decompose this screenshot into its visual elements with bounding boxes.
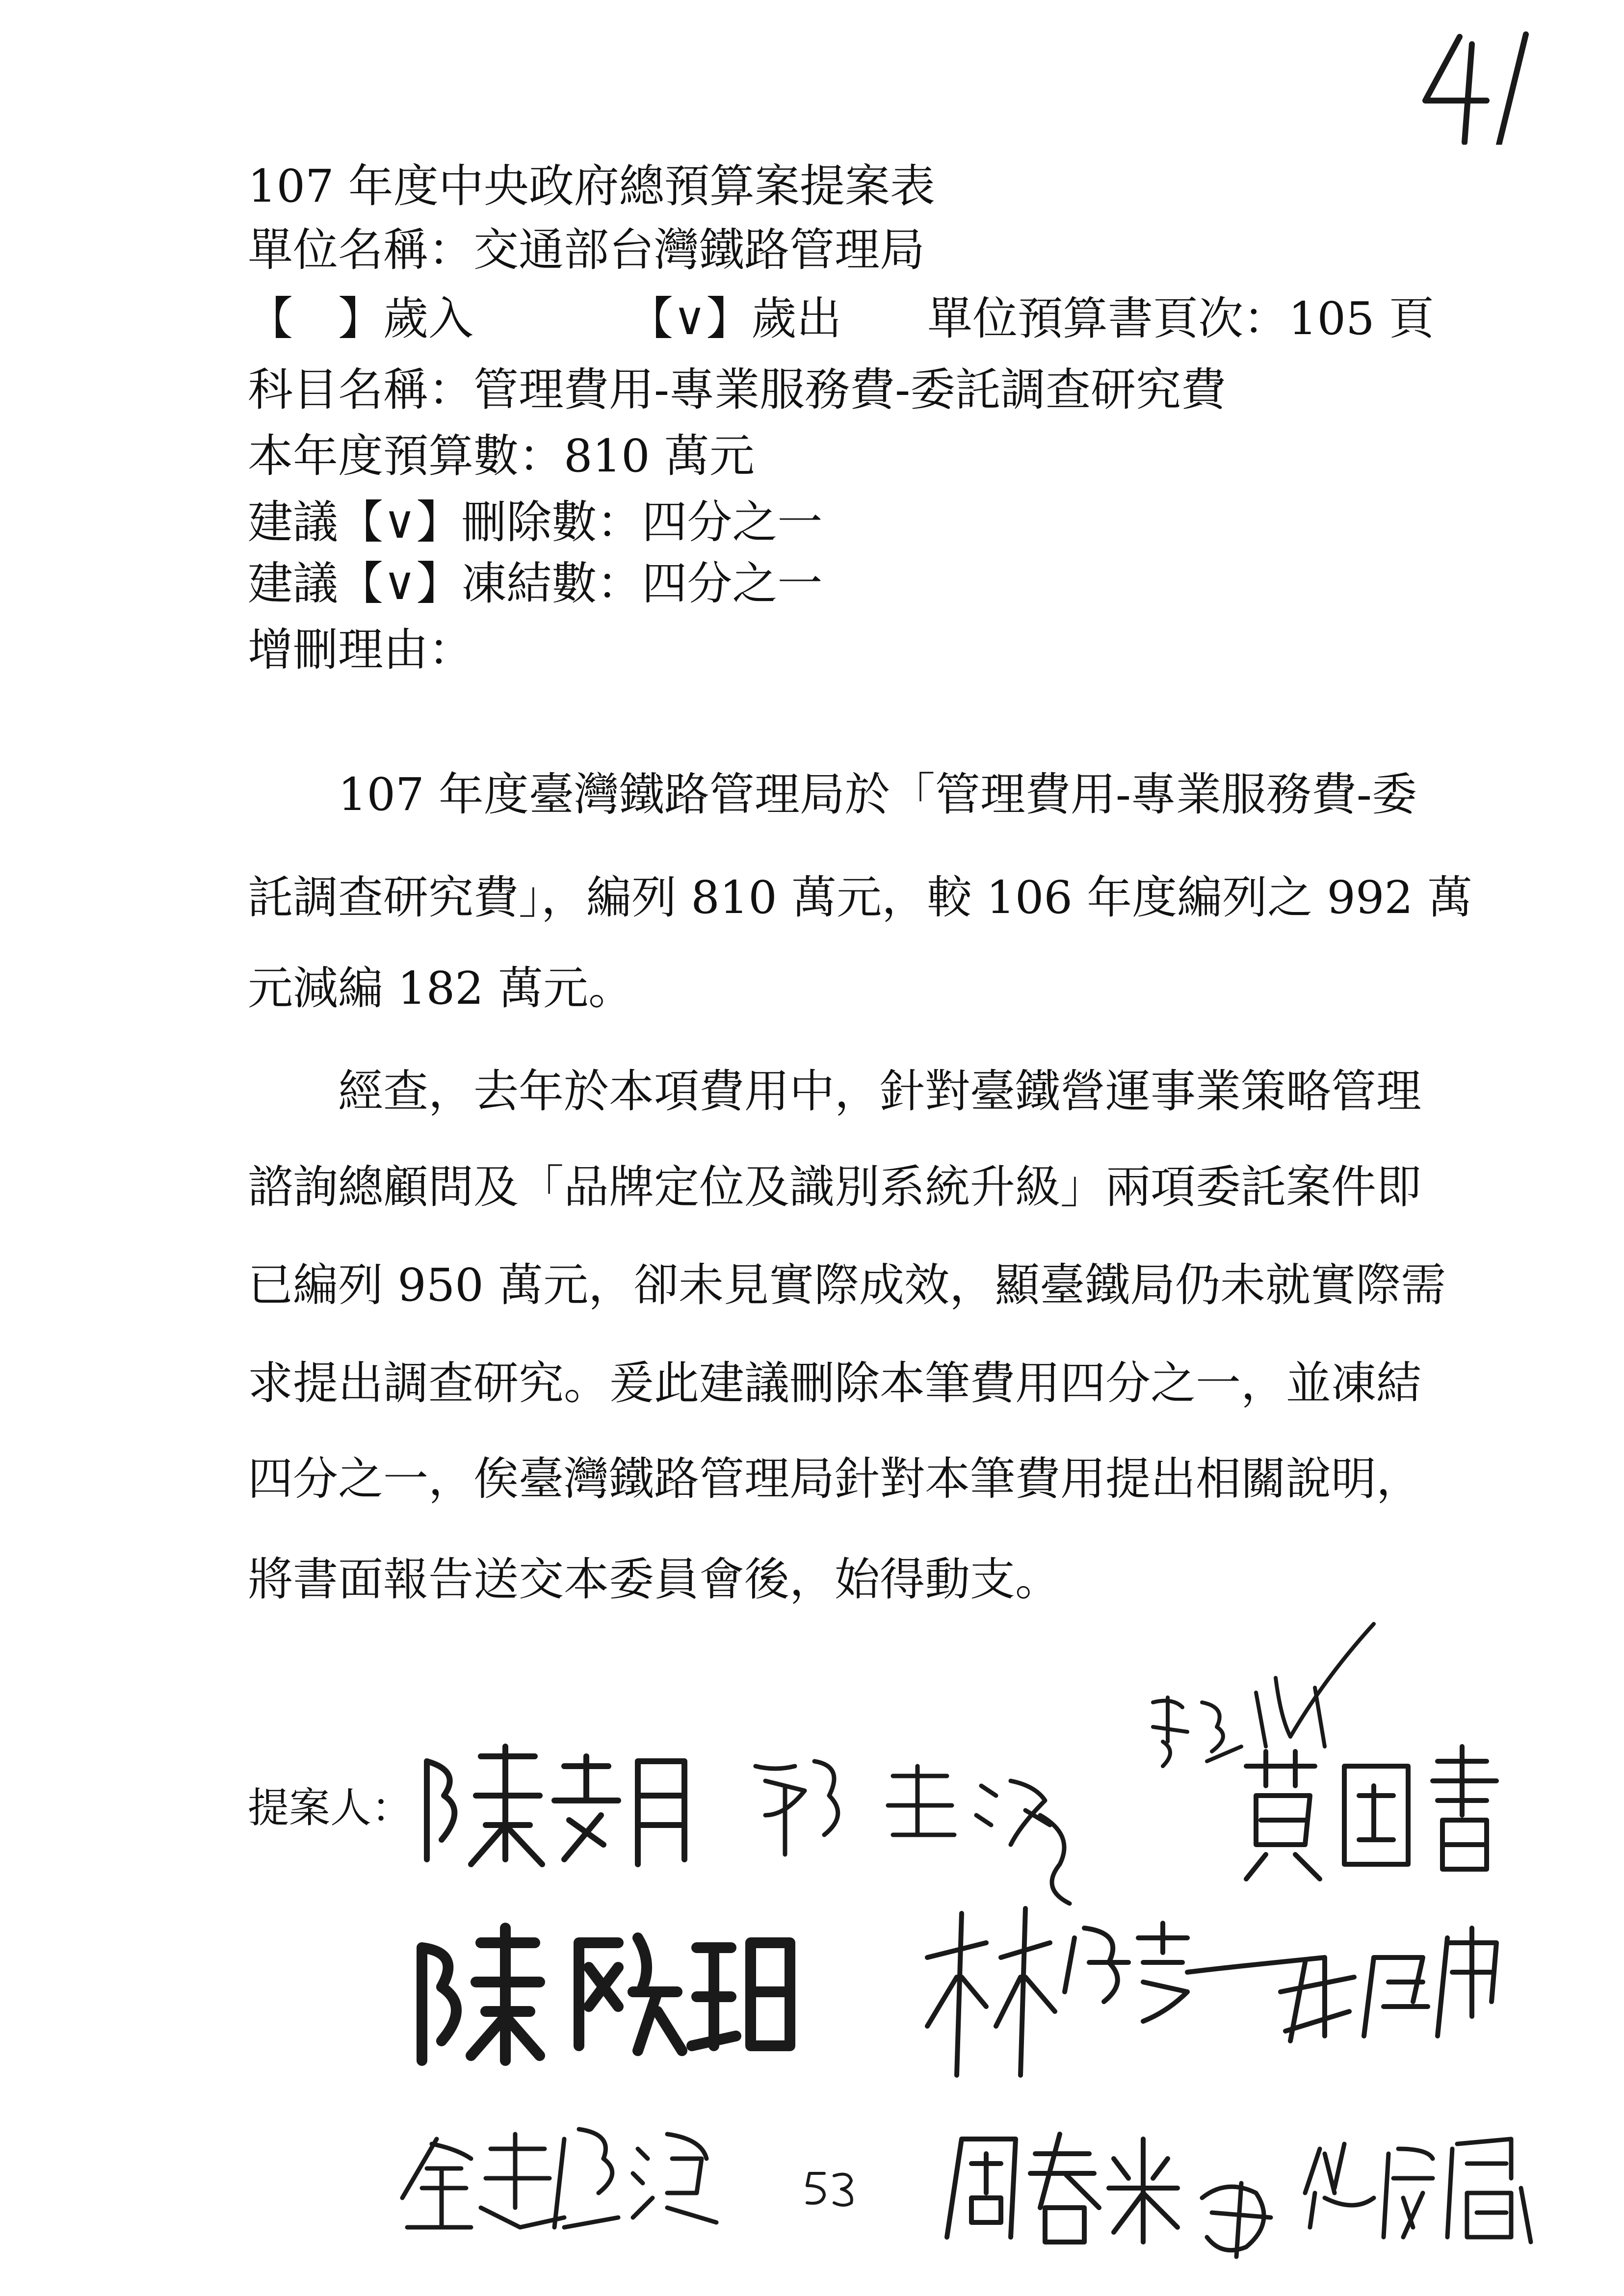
signature-chen-ou-po [422,1928,790,2061]
body-line: 託調查研究費」，編列 810 萬元，較 106 年度編列之 992 萬 [248,871,1473,924]
body-line: 求提出調查研究。爰此建議刪除本筆費用四分之一，並凍結 [248,1357,1422,1409]
reason-label: 增刪理由： [248,624,474,676]
signature-li-kun-tse [1153,1624,1374,1766]
signature-lin-chun-hsien [927,1908,1325,2075]
signature-chen-su-yue [427,1747,684,1864]
proposed-freeze: 建議【∨】凍結數：四分之一 [248,557,823,610]
unit-name: 單位名稱：交通部台灣鐵路管理局 [248,224,925,276]
signature-chung-chia-pin [402,2129,716,2227]
body-line: 四分之一，俟臺灣鐵路管理局針對本筆費用提出相關說明， [248,1453,1422,1505]
signature-mark-53 [807,2173,852,2205]
signature-chou-chun-mi [947,2134,1178,2242]
expenditure-checkbox: 【∨】歲出 [628,292,842,345]
body-line: 將書面報告送交本委員會後，始得動支。 [248,1553,1061,1606]
signature-su-chen-ching [1202,2139,1531,2257]
budget-book-page: 單位預算書頁次：105 頁 [927,292,1434,345]
body-line: 已編列 950 萬元，卻未見實際成效，顯臺鐵局仍未就實際需 [248,1259,1446,1311]
body-line: 諮詢總顧問及「品牌定位及識別系統升級」兩項委託案件即 [248,1161,1422,1213]
body-line: 經查，去年於本項費用中，針對臺鐵營運事業策略管理 [248,1065,1422,1118]
signature-huang-kuo-shu [1246,1747,1496,1879]
proposed-deletion: 建議【∨】刪除數：四分之一 [248,496,823,548]
signature-chuang-jui-hsiung [1281,1928,1496,2041]
page-number-handwritten [1413,27,1560,145]
body-line: 元減編 182 萬元。 [248,962,634,1015]
body-line: 107 年度臺灣鐵路管理局於「管理費用-專業服務費-委 [248,768,1417,821]
signature-cheng-pao-ching [756,1761,1070,1904]
budget-amount: 本年度預算數：810 萬元 [248,430,755,482]
account-name: 科目名稱：管理費用-專業服務費-委託調查研究費 [248,364,1227,416]
proposer-label: 提案人： [248,1784,413,1832]
form-title: 107 年度中央政府總預算案提案表 [248,160,935,212]
revenue-checkbox: 【 】歲入 [248,292,474,345]
